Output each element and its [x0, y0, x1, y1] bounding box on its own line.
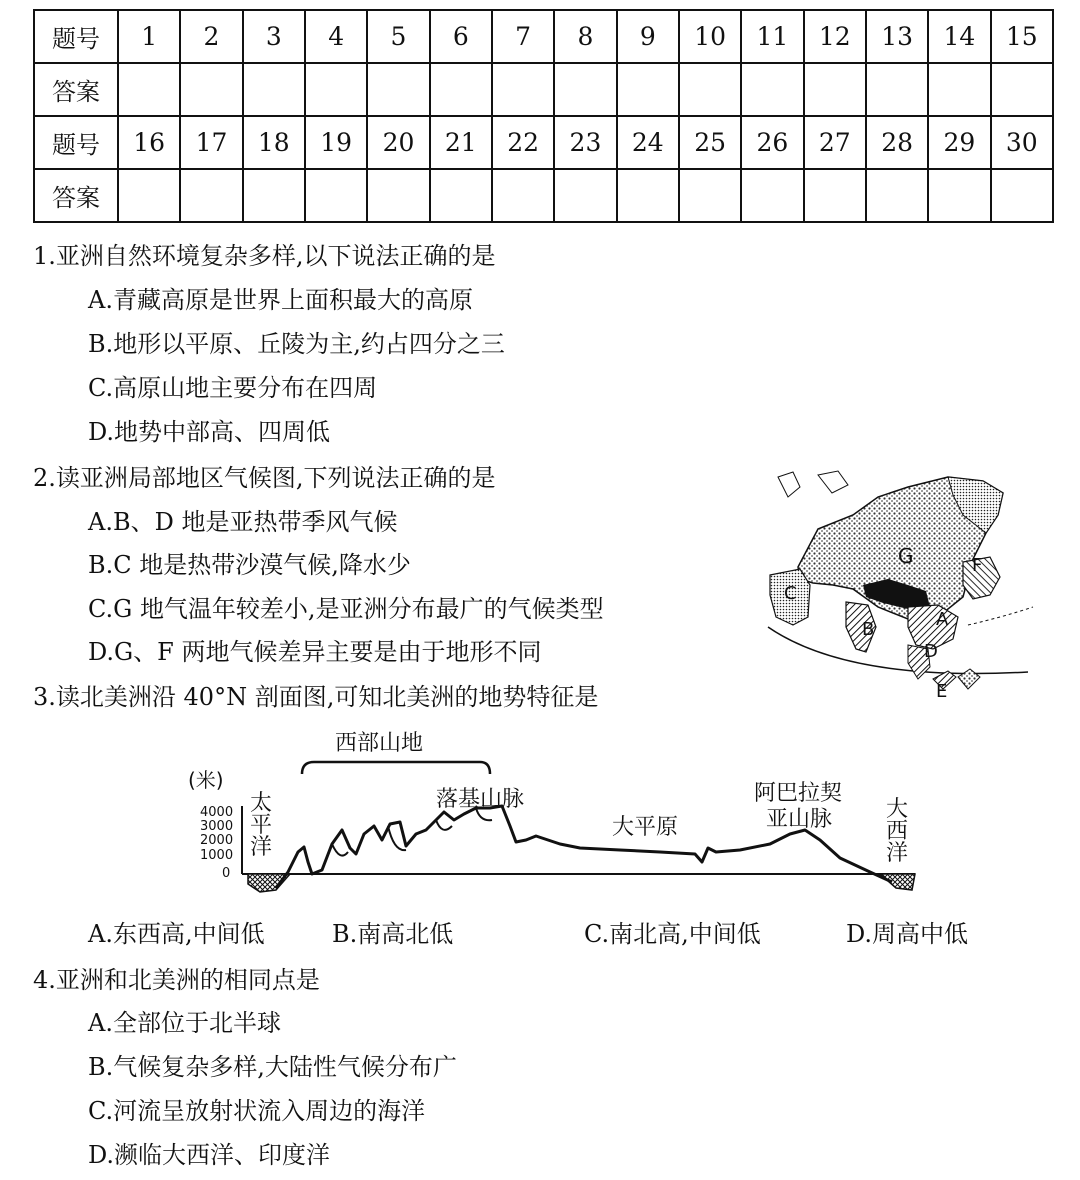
question-2-option-a[interactable]: A.B、D 地是亚热带季风气候 [88, 508, 398, 536]
question-number: 10 [679, 10, 741, 63]
question-1-option-d[interactable]: D.地势中部高、四周低 [88, 418, 331, 446]
label-appalachian-2: 亚山脉 [766, 807, 833, 832]
answer-cell[interactable] [741, 169, 803, 222]
answer-cell[interactable] [305, 169, 367, 222]
question-number: 16 [118, 116, 180, 169]
question-number: 4 [305, 10, 367, 63]
question-number: 1 [118, 10, 180, 63]
answer-cell[interactable] [928, 63, 990, 116]
ytick-0: 0 [222, 866, 231, 881]
question-1-option-c[interactable]: C.高原山地主要分布在四周 [88, 374, 378, 402]
answer-cell[interactable] [305, 63, 367, 116]
ytick-4000: 4000 [200, 805, 234, 820]
answer-cell[interactable] [243, 63, 305, 116]
number-row-1 [34, 10, 1053, 63]
answer-cell[interactable] [118, 169, 180, 222]
question-number: 12 [804, 10, 866, 63]
answer-cell[interactable] [492, 63, 554, 116]
map-label-c: C [784, 583, 797, 604]
map-label-e: E [936, 681, 948, 702]
question-2-option-c[interactable]: C.G 地气温年较差小,是亚洲分布最广的气候类型 [88, 595, 604, 623]
pacific-char-2: 平 [250, 813, 273, 838]
question-2-option-d[interactable]: D.G、F 两地气候差异主要是由于地形不同 [88, 638, 542, 666]
answer-cell[interactable] [367, 63, 429, 116]
north-america-profile [180, 722, 920, 910]
question-number: 23 [554, 116, 616, 169]
label-west-mountains: 西部山地 [335, 731, 424, 756]
atlantic-char-2: 西 [886, 819, 909, 844]
question-3-option-d[interactable]: D.周高中低 [846, 920, 969, 948]
answer-cell[interactable] [804, 63, 866, 116]
answer-cell[interactable] [617, 169, 679, 222]
question-number: 20 [367, 116, 429, 169]
question-number: 13 [866, 10, 928, 63]
answer-cell[interactable] [180, 63, 242, 116]
map-shapes [768, 471, 1033, 689]
answer-cell[interactable] [554, 63, 616, 116]
question-3-option-b[interactable]: B.南高北低 [332, 920, 454, 948]
question-number: 15 [991, 10, 1053, 63]
answer-cell[interactable] [367, 169, 429, 222]
pacific-char-1: 太 [250, 791, 273, 816]
question-number: 3 [243, 10, 305, 63]
map-label-a: A [936, 609, 949, 630]
question-4-option-a[interactable]: A.全部位于北半球 [88, 1009, 281, 1037]
answer-cell[interactable] [180, 169, 242, 222]
question-1-option-a[interactable]: A.青藏高原是世界上面积最大的高原 [88, 286, 473, 314]
answer-table [33, 9, 1054, 223]
question-number: 18 [243, 116, 305, 169]
question-number: 6 [430, 10, 492, 63]
answer-cell[interactable] [243, 169, 305, 222]
unit-label: (米) [188, 768, 224, 792]
question-number: 11 [741, 10, 803, 63]
answer-cell[interactable] [991, 169, 1053, 222]
question-number: 25 [679, 116, 741, 169]
question-number: 30 [991, 116, 1053, 169]
answer-row-1 [34, 63, 1053, 116]
row-label: 答案 [34, 169, 118, 222]
question-3-option-a[interactable]: A.东西高,中间低 [88, 920, 265, 948]
question-number: 7 [492, 10, 554, 63]
answer-cell[interactable] [866, 63, 928, 116]
atlantic-char-3: 洋 [886, 841, 909, 866]
west-mountains-bracket [302, 762, 490, 774]
question-1-option-b[interactable]: B.地形以平原、丘陵为主,约占四分之三 [88, 330, 505, 358]
question-number: 27 [804, 116, 866, 169]
question-number: 2 [180, 10, 242, 63]
question-number: 22 [492, 116, 554, 169]
question-number: 8 [554, 10, 616, 63]
answer-row-2 [34, 169, 1053, 222]
answer-cell[interactable] [554, 169, 616, 222]
row-label: 答案 [34, 63, 118, 116]
answer-cell[interactable] [617, 63, 679, 116]
ytick-1000: 1000 [200, 848, 234, 863]
map-label-d: D [924, 641, 938, 662]
map-label-f: F [972, 555, 983, 576]
answer-cell[interactable] [866, 169, 928, 222]
answer-cell[interactable] [928, 169, 990, 222]
label-rocky-mountains: 落基山脉 [436, 787, 525, 812]
map-label-b: B [862, 619, 875, 640]
question-number: 17 [180, 116, 242, 169]
answer-cell[interactable] [804, 169, 866, 222]
question-2-stem: 2.读亚洲局部地区气候图,下列说法正确的是 [33, 464, 496, 492]
asia-climate-map [758, 467, 1042, 702]
answer-cell[interactable] [679, 169, 741, 222]
question-number: 9 [617, 10, 679, 63]
atlantic-char-1: 大 [886, 797, 909, 822]
row-label: 题号 [34, 116, 118, 169]
answer-cell[interactable] [430, 63, 492, 116]
question-number: 21 [430, 116, 492, 169]
question-number: 24 [617, 116, 679, 169]
question-number: 5 [367, 10, 429, 63]
question-4-option-c[interactable]: C.河流呈放射状流入周边的海洋 [88, 1097, 426, 1125]
question-3-stem: 3.读北美洲沿 40°N 剖面图,可知北美洲的地势特征是 [33, 683, 599, 711]
label-appalachian-1: 阿巴拉契 [754, 781, 843, 806]
ytick-3000: 3000 [200, 819, 234, 834]
question-1-stem: 1.亚洲自然环境复杂多样,以下说法正确的是 [33, 242, 496, 270]
answer-cell[interactable] [118, 63, 180, 116]
answer-cell[interactable] [679, 63, 741, 116]
answer-cell[interactable] [991, 63, 1053, 116]
question-number: 14 [928, 10, 990, 63]
ytick-2000: 2000 [200, 833, 234, 848]
question-number: 29 [928, 116, 990, 169]
answer-cell[interactable] [430, 169, 492, 222]
question-4-stem: 4.亚洲和北美洲的相同点是 [33, 966, 320, 994]
map-label-g: G [898, 544, 914, 568]
label-great-plains: 大平原 [612, 815, 679, 840]
row-label: 题号 [34, 10, 118, 63]
question-2-option-b[interactable]: B.C 地是热带沙漠气候,降水少 [88, 551, 411, 579]
question-4-option-b[interactable]: B.气候复杂多样,大陆性气候分布广 [88, 1053, 457, 1081]
answer-cell[interactable] [492, 169, 554, 222]
question-3-option-c[interactable]: C.南北高,中间低 [584, 920, 761, 948]
answer-cell[interactable] [741, 63, 803, 116]
question-number: 28 [866, 116, 928, 169]
question-number: 19 [305, 116, 367, 169]
question-number: 26 [741, 116, 803, 169]
number-row-2 [34, 116, 1053, 169]
pacific-char-3: 洋 [250, 835, 273, 860]
question-4-option-d[interactable]: D.濒临大西洋、印度洋 [88, 1141, 331, 1169]
